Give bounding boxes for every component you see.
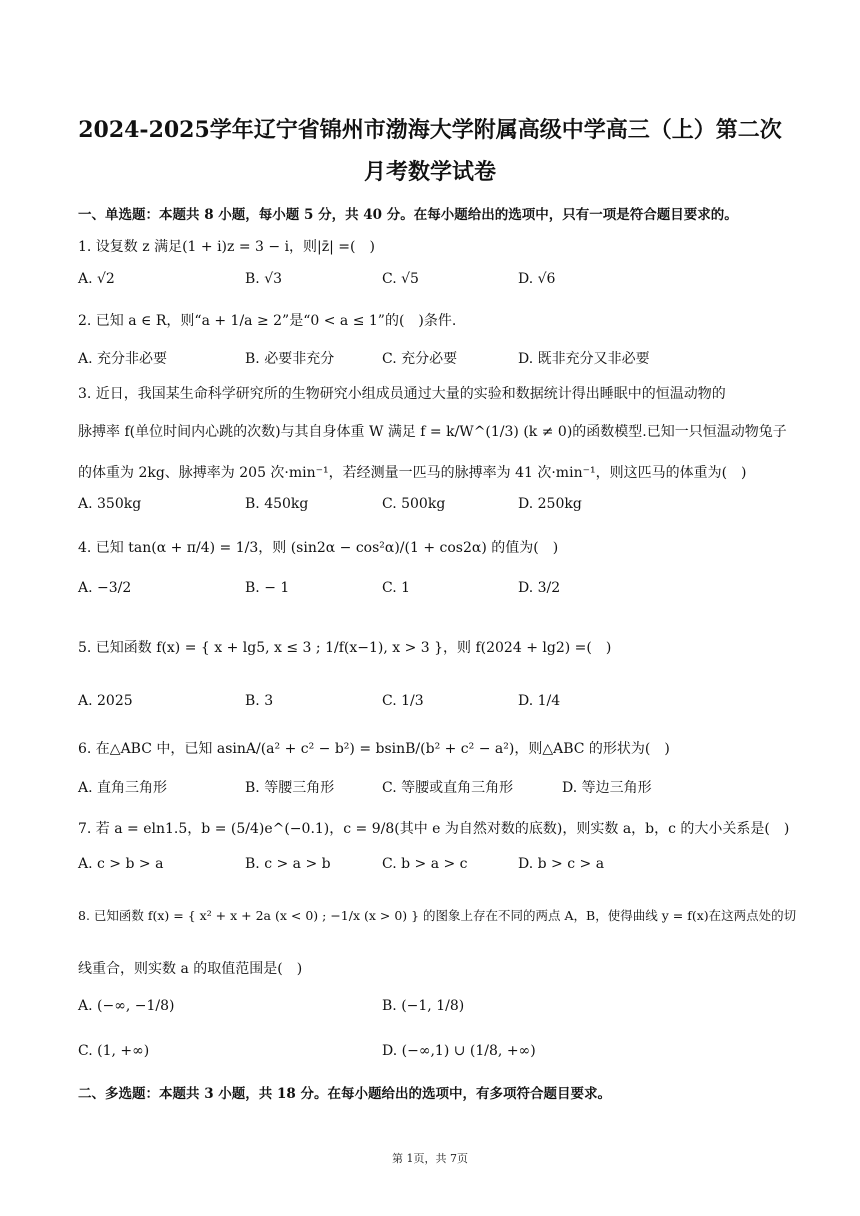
question-7-option-c: C. b > a > c bbox=[382, 856, 468, 872]
question-3-stem-line2: 脉搏率 f(单位时间内心跳的次数)与其自身体重 W 满足 f = k/W^(1/3) (k ≠ 0)的函数模型.已知一只恒温动物兔子 bbox=[78, 424, 787, 440]
question-4-option-b: B. − 1 bbox=[245, 580, 290, 596]
question-2-stem: 2. 已知 a ∈ R，则“a + 1/a ≥ 2”是“0 < a ≤ 1”的( )条件. bbox=[78, 313, 457, 329]
question-7-option-a: A. c > b > a bbox=[78, 856, 164, 872]
question-8-option-b: B. (−1, 1/8) bbox=[382, 998, 465, 1014]
exam-title-line2: 月考数学试卷 bbox=[363, 159, 496, 185]
question-1-option-c: C. √5 bbox=[382, 271, 419, 287]
question-5-option-c: C. 1/3 bbox=[382, 693, 424, 709]
question-5-option-a: A. 2025 bbox=[78, 693, 133, 709]
question-8-option-d: D. (−∞,1) ∪ (1/8, +∞) bbox=[382, 1043, 536, 1059]
question-2-option-b: B. 必要非充分 bbox=[245, 351, 335, 367]
question-3-stem-line3: 的体重为 2kg、脉搏率为 205 次·min⁻¹，若经测量一匹马的脉搏率为 41 次·min⁻¹，则这匹马的体重为( ) bbox=[78, 465, 747, 481]
question-8-stem-line1: 8. 已知函数 f(x) = { x² + x + 2a (x < 0) ; −1/x (x > 0) } 的图象上存在不同的两点 A，B，使得曲线 y = f(x)在这两点处的切 bbox=[78, 908, 797, 923]
question-7-stem: 7. 若 a = eln1.5，b = (5/4)e^(−0.1)，c = 9/8(其中 e 为自然对数的底数)，则实数 a，b，c 的大小关系是( ) bbox=[78, 821, 790, 837]
question-3-option-c: C. 500kg bbox=[382, 496, 446, 512]
question-5-option-d: D. 1/4 bbox=[518, 693, 561, 709]
question-8-option-c: C. (1, +∞) bbox=[78, 1043, 150, 1059]
section-header-multi-choice: 二、多选题：本题共 3 小题，共 18 分。在每小题给出的选项中，有多项符合题目要求。 bbox=[78, 1086, 611, 1102]
question-2-option-d: D. 既非充分又非必要 bbox=[518, 351, 650, 367]
section-header-single-choice: 一、单选题：本题共 8 小题，每小题 5 分，共 40 分。在每小题给出的选项中，只有一项是符合题目要求的。 bbox=[78, 207, 738, 223]
page-footer: 第 1页，共 7页 bbox=[392, 1152, 468, 1165]
question-6-option-d: D. 等边三角形 bbox=[562, 780, 652, 796]
question-4-option-a: A. −3/2 bbox=[78, 580, 132, 596]
question-1-option-b: B. √3 bbox=[245, 271, 283, 287]
question-1-option-a: A. √2 bbox=[78, 271, 115, 287]
question-7-option-b: B. c > a > b bbox=[245, 856, 331, 872]
question-8-option-a: A. (−∞, −1/8) bbox=[78, 998, 175, 1014]
question-8-stem-line2: 线重合，则实数 a 的取值范围是( ) bbox=[78, 961, 303, 977]
question-4-stem: 4. 已知 tan(α + π/4) = 1/3，则 (sin2α − cos²α)/(1 + cos2α) 的值为( ) bbox=[78, 540, 559, 556]
question-3-stem-line1: 3. 近日，我国某生命科学研究所的生物研究小组成员通过大量的实验和数据统计得出睡眠中的恒温动物的 bbox=[78, 386, 726, 402]
exam-title-line1: 2024-2025学年辽宁省锦州市渤海大学附属高级中学高三（上）第二次 bbox=[78, 117, 782, 143]
question-2-option-a: A. 充分非必要 bbox=[78, 351, 168, 367]
question-6-stem: 6. 在△ABC 中，已知 asinA/(a² + c² − b²) = bsinB/(b² + c² − a²)，则△ABC 的形状为( ) bbox=[78, 741, 670, 757]
question-1-option-d: D. √6 bbox=[518, 271, 556, 287]
question-6-option-a: A. 直角三角形 bbox=[78, 780, 168, 796]
question-6-option-b: B. 等腰三角形 bbox=[245, 780, 335, 796]
question-3-option-b: B. 450kg bbox=[245, 496, 309, 512]
question-4-option-d: D. 3/2 bbox=[518, 580, 561, 596]
question-2-option-c: C. 充分必要 bbox=[382, 351, 458, 367]
question-7-option-d: D. b > c > a bbox=[518, 856, 605, 872]
question-5-option-b: B. 3 bbox=[245, 693, 274, 709]
question-6-option-c: C. 等腰或直角三角形 bbox=[382, 780, 514, 796]
question-5-stem: 5. 已知函数 f(x) = { x + lg5, x ≤ 3 ; 1/f(x−1), x > 3 }，则 f(2024 + lg2) =( ) bbox=[78, 640, 612, 656]
question-4-option-c: C. 1 bbox=[382, 580, 411, 596]
question-3-option-a: A. 350kg bbox=[78, 496, 142, 512]
question-1-stem: 1. 设复数 z 满足(1 + i)z = 3 − i，则|z̄| =( ) bbox=[78, 239, 375, 255]
question-3-option-d: D. 250kg bbox=[518, 496, 582, 512]
